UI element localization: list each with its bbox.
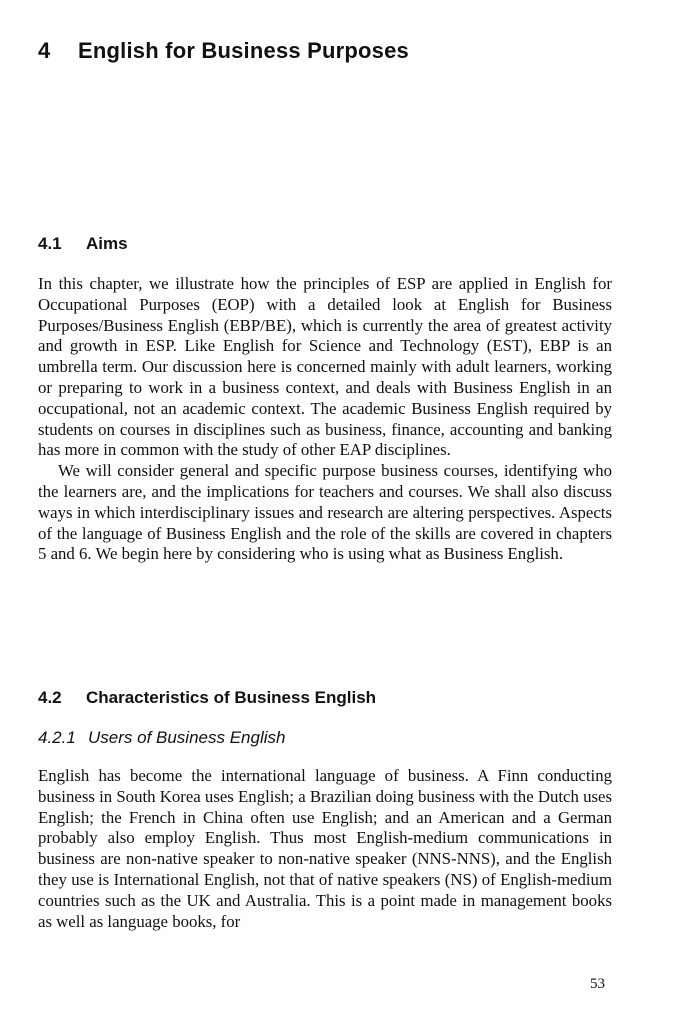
subsection-heading-users [38,728,285,748]
paragraph: English has become the international language of business. A Finn conducting business in South Korea uses English; a Brazilian doing business with the Dutch uses English; the French in China often use English; and an American and a German probably also employ English. Thus most English-medium communications in business are non-native speaker to non-native speaker (NNS-NNS), and the English they use is International English, not that of native speakers (NS) of English-medium countries such as the UK and Australia. This is a point made in management books as well as language books, for [38,766,612,931]
page-number: 53 [590,976,605,992]
paragraph: We will consider general and specific purpose business courses, identifying who the learners are, and the implications for teachers and courses. We shall also discuss ways in which interdisciplinary issues and research are altering perspectives. Aspects of the language of Business English and the role of the skills are covered in chapters 5 and 6. We begin here by considering who is using what as Business English. [38,461,612,564]
section-title: Characteristics of Business English [86,688,377,707]
aims-body [38,274,612,565]
subsection-number: 4.2.1 [38,728,76,747]
chapter-title [38,38,409,64]
section-number: 4.1 [38,234,62,253]
chapter-title-text: English for Business Purposes [78,38,409,63]
section-number: 4.2 [38,688,62,707]
section-heading-aims [38,234,128,254]
section-title: Aims [86,234,128,253]
paragraph: In this chapter, we illustrate how the principles of ESP are applied in English for Occupational Purposes (EOP) with a detailed look at English for Business Purposes/Business English (EBP/BE), which is currently the area of greatest activity and growth in ESP. Like English for Science and Technology (EST), EBP is an umbrella term. Our discussion here is concerned mainly with adult learners, working or preparing to work in a business context, and deals with Business English in an occupational, not an academic context. The academic Business English required by students on courses in disciplines such as business, finance, accounting and banking has more in common with the study of other EAP disciplines. [38,274,612,460]
section-heading-characteristics [38,688,376,708]
subsection-title: Users of Business English [88,728,286,747]
users-body [38,766,612,932]
chapter-number: 4 [38,38,51,63]
